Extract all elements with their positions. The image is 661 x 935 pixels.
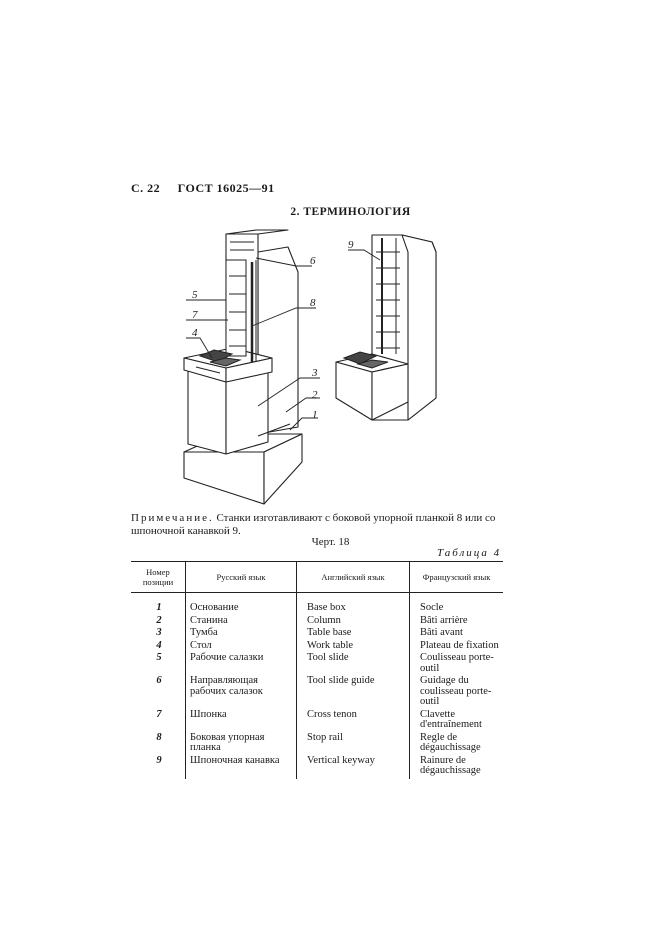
header-english: Английский язык [297,562,410,593]
figure-note [131,512,521,538]
callout-5: 5 [192,289,198,301]
row-fr: Guidage du coulisseau porte-outil [410,676,504,710]
callout-9: 9 [348,239,354,251]
table-row [131,710,503,733]
row-fr: Regle de dégauchissage [410,733,504,756]
row-ru: Рабочие салазки [186,653,297,676]
row-fr: Clavette d'entraînement [410,710,504,733]
note-text: Станки изготавливают с боковой упорной планкой 8 или со шпоночной канавкой 9. [131,512,496,537]
table-row [131,628,503,641]
row-ru: Станина [186,616,297,629]
row-num: 3 [156,627,162,638]
row-en: Column [297,616,410,629]
figure-caption: Черт. 18 [311,536,350,548]
column-top [226,230,288,234]
table-row [131,603,503,616]
row-en: Work table [297,641,410,654]
header-position: Номер позиции [131,562,186,593]
note-label: Примечание. [131,512,214,524]
row-num: 2 [156,614,162,626]
page-header [131,181,275,196]
machine-drawing [140,222,520,512]
base-box-front [184,452,264,504]
row-en: Tool slide guide [297,676,410,710]
row-ru: Шпонка [186,710,297,733]
row-ru: Тумба [186,628,297,641]
table-row [131,756,503,779]
row-num: 1 [156,602,162,613]
standard-code: ГОСТ 16025—91 [177,181,275,195]
callout-7: 7 [192,309,198,321]
row-en: Cross tenon [297,710,410,733]
row-fr: Plateau de fixation [410,641,504,654]
row-ru: Основание [186,603,297,616]
row-num: 5 [156,652,162,663]
terminology-table [131,561,503,779]
callout-1: 1 [312,409,318,421]
row-en: Vertical keyway [297,756,410,779]
row-ru: Боковая упорная планка [186,733,297,756]
table-base-front [188,370,226,454]
callout-8: 8 [310,297,316,309]
callout-3: 3 [312,367,318,379]
row-ru: Шпоночная канавка [186,756,297,779]
row-fr: Rainure de dégauchissage [410,756,504,779]
row-en: Table base [297,628,410,641]
table-row [131,676,503,710]
row-en: Tool slide [297,653,410,676]
page-number: С. 22 [131,181,161,195]
row-num: 4 [156,639,162,651]
row-fr: Socle [410,603,504,616]
table-row [131,733,503,756]
header-french: Французский язык [410,562,504,593]
table-header-row [131,562,503,593]
header-russian: Русский язык [186,562,297,593]
row-fr: Bâti arrière [410,616,504,629]
row-en: Stop rail [297,733,410,756]
row-num: 8 [156,731,162,743]
callout-4: 4 [192,327,198,339]
table-row [131,653,503,676]
row-fr: Coulisseau porte-outil [410,653,504,676]
row-num: 9 [156,754,162,766]
row-num: 6 [156,675,162,686]
row-num: 7 [156,708,162,720]
row-en: Base box [297,603,410,616]
row-ru: Направляющая рабочих салазок [186,676,297,710]
row-fr: Bâti avant [410,628,504,641]
table-caption: Таблица 4 [437,547,502,559]
section-title: 2. ТЕРМИНОЛОГИЯ [290,206,411,218]
row-ru: Стол [186,641,297,654]
table-base-side [226,370,268,454]
callout-6: 6 [310,255,316,267]
callout-2: 2 [312,389,318,401]
